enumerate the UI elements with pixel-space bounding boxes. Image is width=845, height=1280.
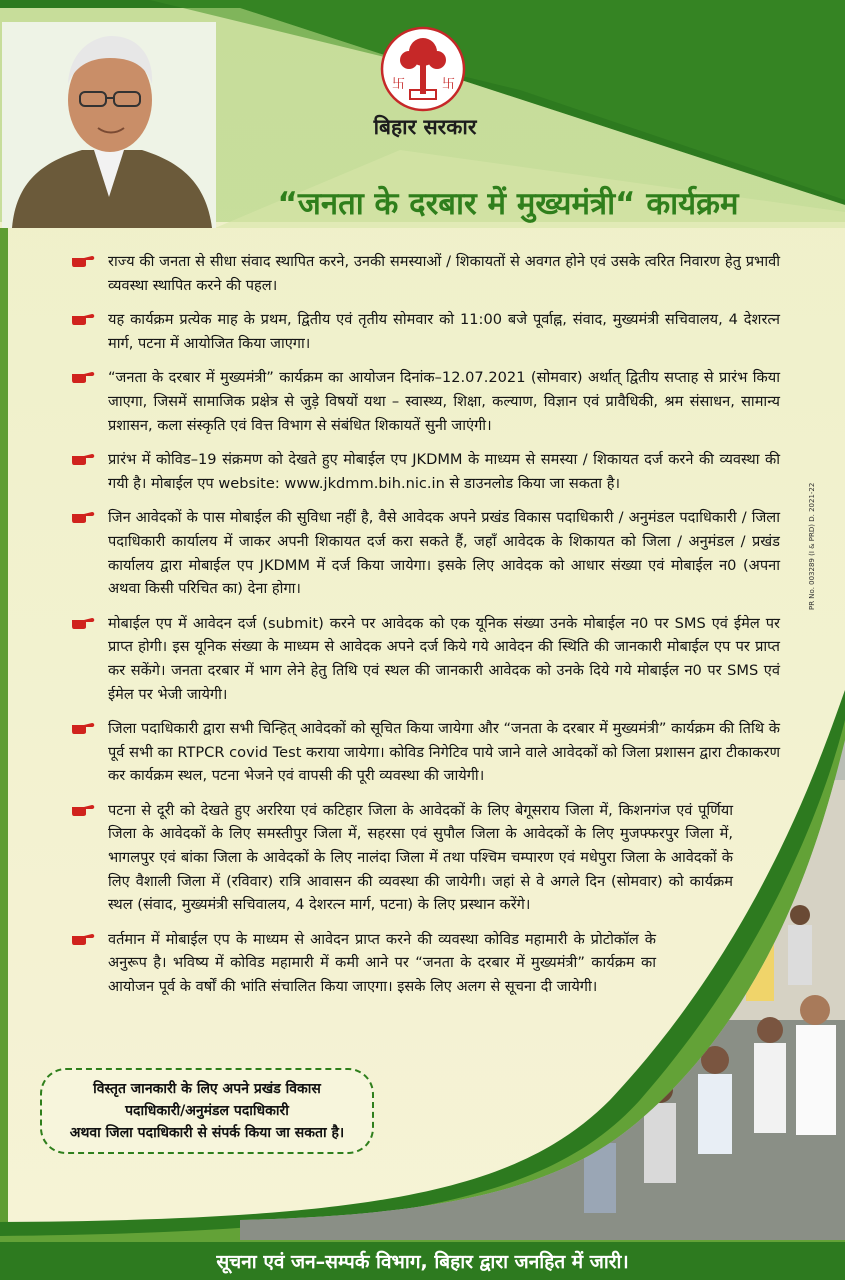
point-text: मोबाईल एप में आवेदन दर्ज (submit) करने पर आवेदक को एक यूनिक संख्या उनके मोबाईल न0 पर SMS एवं ईमेल पर प्राप्त होगी। इस यूनिक संख्या के माध्यम से आवेदक अपने दर्ज किये गये आवेदन की स्थिति की जानकारी मोबाईल एप पर प्राप्त कर सकेंगे। जनता दरबार में भाग लेने हेतु तिथि एवं स्थल की जानकारी आवेदक को उनके दिये गये मोबाईल न0 पर SMS एवं ईमेल पर भेजी जायेगी। [108, 614, 780, 703]
list-item [70, 506, 780, 600]
point-text: जिला पदाधिकारी द्वारा सभी चिन्हित् आवेदकों को सूचित किया जायेगा और “जनता के दरबार में मुख्यमंत्री” कार्यक्रम की तिथि के पूर्व सभी का RTPCR covid Test कराया जायेगा। कोविड निगेटिव पाये जाने वाले आवेदकों को जिला प्रशासन द्वारा टीकाकरण कर कार्यक्रम स्थल, पटना भेजने एवं वापसी की पूरी व्यवस्था की जायेगी। [108, 720, 780, 785]
government-name: बिहार सरकार [373, 115, 477, 139]
pointing-hand-icon [70, 450, 96, 466]
point-text: पटना से दूरी को देखते हुए अररिया एवं कटिहार जिला के आवेदकों के लिए बेगूसराय जिला में, किशनगंज एवं पूर्णिया जिला के आवेदकों के लिए समस्तीपुर जिला में, सहरसा एवं सुपौल जिला के आवेदकों के लिए मुजफ्फरपुर जिला में, भागलपुर एवं बांका जिला के आवेदकों के लिए नालंदा जिला में तथा पश्चिम चम्पारण एवं मधेपुरा जिला के आवेदकों के लिए वैशाली जिला में (रविवार) रात्रि आवासन की व्यवस्था की जायेगी। जहां से वे अगले दिन (सोमवार) को कार्यक्रम स्थल (संवाद, मुख्यमंत्री सचिवालय, 4 देशरत्न मार्ग, पटना) के लिए प्रस्थान करेंगे। [108, 801, 733, 914]
bihar-government-emblem [378, 26, 468, 112]
contact-info-box [40, 1068, 374, 1154]
list-item [70, 928, 656, 999]
program-title: “जनता के दरबार में मुख्यमंत्री“ कार्यक्रम [277, 186, 739, 222]
pointing-hand-icon [70, 719, 96, 735]
footer-text: सूचना एवं जन–सम्पर्क विभाग, बिहार द्वारा जनहित में जारी। [216, 1251, 629, 1273]
list-item [70, 799, 733, 917]
list-item [70, 366, 780, 437]
pointing-hand-icon [70, 310, 96, 326]
pointing-hand-icon [70, 614, 96, 630]
contact-line-2: पदाधिकारी/अनुमंडल पदाधिकारी [125, 1103, 289, 1119]
point-text: यह कार्यक्रम प्रत्येक माह के प्रथम, द्वितीय एवं तृतीय सोमवार को 11:00 बजे पूर्वाह्न, संवाद, मुख्यमंत्री सचिवालय, 4 देशरत्न मार्ग, पटना में आयोजित किया जाएगा। [108, 311, 780, 352]
point-text: जिन आवेदकों के पास मोबाईल की सुविधा नहीं है, वैसे आवेदक अपने प्रखंड विकास पदाधिकारी / अनुमंडल पदाधिकारी / जिला पदाधिकारी कार्यालय में जाकर अपनी शिकायत दर्ज करा सकते हैं, जहाँ आवेदक के शिकायत को जिला / अनुमंडल / प्रखंड कार्यालय द्वारा मोबाईल एप JKDMM में दर्ज किया जायेगा। इसके लिए आवेदक को आधार संख्या एवं मोबाईल न0 (अपना अथवा किसी परिचित का) देना होगा। [108, 509, 780, 598]
list-item [70, 612, 780, 706]
svg-text:卐: 卐 [392, 77, 406, 92]
pointing-hand-icon [70, 930, 96, 946]
point-text: “जनता के दरबार में मुख्यमंत्री” कार्यक्रम का आयोजन दिनांक–12.07.2021 (सोमवार) अर्थात् द्वितीय सप्ताह से प्रारंभ किया जाएगा, जिसमें सामाजिक प्रक्षेत्र से जुड़े विषयों यथा – स्वास्थ्य, शिक्षा, कल्याण, विज्ञान एवं प्रावैधिकी, श्रम संसाधन, सामान्य प्रशासन, कला संस्कृति एवं वित्त विभाग से संबंधित शिकायतें सुनी जाएंगी। [108, 369, 780, 434]
release-reference-code: PR No. 003289 (I & PRD) D. 2021-22 [808, 482, 816, 610]
pointing-hand-icon [70, 368, 96, 384]
contact-line-3: अथवा जिला पदाधिकारी से संपर्क किया जा सकता है। [69, 1125, 345, 1141]
list-item [70, 717, 780, 788]
point-text: राज्य की जनता से सीधा संवाद स्थापित करने, उनकी समस्याओं / शिकायतों से अवगत होने एवं उसके त्वरित निवारण हेतु प्रभावी व्यवस्था स्थापित करने की पहल। [108, 253, 780, 294]
list-item [70, 448, 780, 495]
point-text: वर्तमान में मोबाईल एप के माध्यम से आवेदन प्राप्त करने की व्यवस्था कोविड महामारी के प्रोटोकॉल के अनुरूप है। भविष्य में कोविड महामारी में कमी आने पर “जनता के दरबार में मुख्यमंत्री” कार्यक्रम का आयोजन पूर्व के वर्षों की भांति संचालित किया जाएगा। इसके लिए अलग से सूचना दी जायेगी। [108, 930, 656, 996]
contact-line-1: विस्तृत जानकारी के लिए अपने प्रखंड विकास [93, 1081, 321, 1097]
list-item [70, 250, 780, 297]
svg-text:卐: 卐 [442, 77, 456, 92]
pointing-hand-icon [70, 508, 96, 524]
pointing-hand-icon [70, 252, 96, 268]
pointing-hand-icon [70, 801, 96, 817]
list-item [70, 308, 780, 355]
chief-minister-portrait [2, 22, 216, 228]
contact-text [70, 1078, 345, 1144]
program-points-list [70, 250, 780, 1010]
footer-bar [0, 1242, 845, 1280]
point-text: प्रारंभ में कोविड–19 संक्रमण को देखते हुए मोबाईल एप JKDMM के माध्यम से समस्या / शिकायत दर्ज करने की व्यवस्था की गयी है। मोबाईल एप website: www.jkdmm.bih.nic.in से डाउनलोड किया जा सकता है। [108, 451, 780, 492]
